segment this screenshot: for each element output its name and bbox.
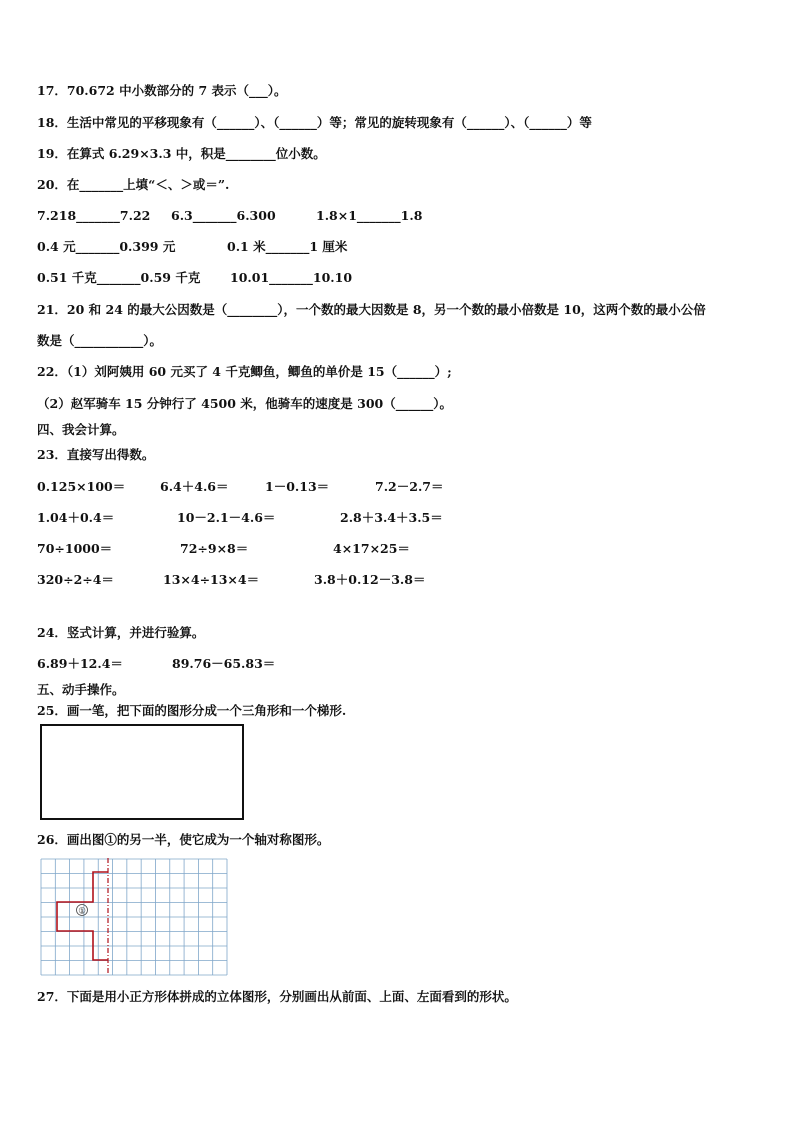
calc-item: 70÷1000＝	[37, 541, 113, 556]
calc-item: 320÷2÷4＝	[37, 572, 114, 587]
calc-item: 1－0.13＝	[265, 479, 330, 494]
q20-item: 6.3_______6.300	[171, 208, 276, 223]
q20-item: 10.01_______10.10	[230, 270, 353, 285]
q20-item: 1.8×1_______1.8	[316, 208, 423, 223]
question-21-line1: 21．20 和 24 的最大公因数是（________），一个数的最大因数是 8，另一个数的最小倍数是 10，这两个数的最小公倍	[37, 302, 706, 317]
symmetry-grid	[40, 858, 228, 976]
calc-item: 4×17×25＝	[333, 541, 410, 556]
calc-item: 10－2.1－4.6＝	[177, 510, 276, 525]
question-19: 19．在算式 6.29×3.3 中，积是________位小数。	[37, 146, 326, 161]
q20-item: 0.1 米_______1 厘米	[227, 239, 348, 254]
calc-item: 13×4÷13×4＝	[163, 572, 260, 587]
question-24: 24．竖式计算，并进行验算。	[37, 625, 205, 640]
question-22-part1: 22．（1）刘阿姨用 60 元买了 4 千克鲫鱼，鲫鱼的单价是 15（______）;	[37, 364, 452, 379]
calc-item: 6.4＋4.6＝	[160, 479, 229, 494]
q20-item: 7.218_______7.22	[37, 208, 151, 223]
calc-item: 72÷9×8＝	[180, 541, 249, 556]
calc-item: 2.8＋3.4＋3.5＝	[340, 510, 443, 525]
question-27: 27．下面是用小正方形体拼成的立体图形，分别画出从前面、上面、左面看到的形状。	[37, 989, 517, 1004]
question-18: 18．生活中常见的平移现象有（______）、（______）等；常见的旋转现象有（______）、（______）等	[37, 115, 592, 130]
vertical-calc-item: 6.89＋12.4＝	[37, 656, 123, 671]
question-22-part2: （2）赵军骑车 15 分钟行了 4500 米，他骑车的速度是 300（______）。	[37, 396, 452, 411]
question-20: 20．在_______上填“＜、＞或＝”.	[37, 177, 230, 192]
question-26: 26．画出图①的另一半，使它成为一个轴对称图形。	[37, 832, 330, 847]
q20-item: 0.4 元_______0.399 元	[37, 239, 176, 254]
rectangle-figure	[40, 724, 244, 820]
question-23: 23．直接写出得数。	[37, 447, 155, 462]
calc-item: 1.04＋0.4＝	[37, 510, 115, 525]
q20-item: 0.51 千克_______0.59 千克	[37, 270, 201, 285]
section-heading-5: 五、动手操作。	[37, 682, 125, 697]
figure-number: ①	[78, 906, 86, 917]
question-21-line2: 数是（___________）。	[37, 333, 163, 348]
section-heading-4: 四、我会计算。	[37, 422, 125, 437]
grid-lines	[41, 859, 227, 975]
question-25: 25．画一笔，把下面的图形分成一个三角形和一个梯形.	[37, 703, 347, 718]
calc-item: 0.125×100＝	[37, 479, 126, 494]
question-17: 17．70.672 中小数部分的 7 表示（___）。	[37, 83, 287, 98]
vertical-calc-item: 89.76－65.83＝	[172, 656, 276, 671]
calc-item: 3.8＋0.12－3.8＝	[314, 572, 426, 587]
calc-item: 7.2－2.7＝	[375, 479, 444, 494]
